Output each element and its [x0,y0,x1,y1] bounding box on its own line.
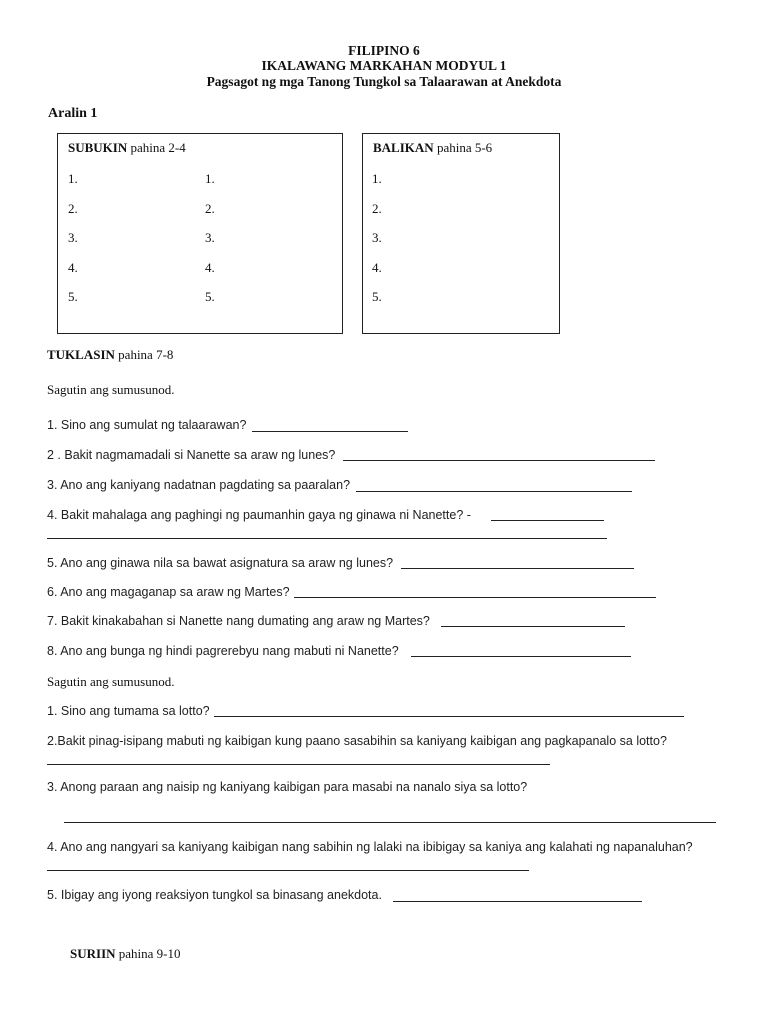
question-text: 1. Sino ang sumulat ng talaarawan? [47,418,247,432]
subukin-item: 3. [68,230,78,245]
answer-line[interactable] [491,520,604,521]
balikan-box [362,133,560,334]
question-text: 1. Sino ang tumama sa lotto? [47,704,210,718]
question-text: 4. Bakit mahalaga ang paghingi ng paumanhin gaya ng ginawa ni Nanette? - [47,508,471,522]
suriin-heading [70,946,181,962]
question-text: 3. Ano ang kaniyang nadatnan pagdating sa paaralan? [47,478,351,492]
answer-line[interactable] [47,538,607,539]
subukin-item: 4. [205,260,215,275]
part2-instruction: Sagutin ang sumusunod. [47,674,175,689]
document-title: FILIPINO 6 [348,43,420,58]
balikan-item: 1. [372,171,382,186]
answer-line[interactable] [64,822,716,823]
suriin-label: SURIIN [70,946,116,961]
question-text: 5. Ibigay ang iyong reaksiyon tungkol sa binasang anekdota. [47,888,382,902]
document-subtitle: IKALAWANG MARKAHAN MODYUL 1 [261,58,507,73]
tuklasin-instruction: Sagutin ang sumusunod. [47,382,175,397]
subukin-box [57,133,343,334]
aralin-heading: Aralin 1 [48,106,98,121]
balikan-item: 4. [372,260,382,275]
suriin-pages: pahina 9-10 [115,946,181,961]
subukin-item: 1. [68,171,78,186]
balikan-title [373,140,492,156]
answer-line[interactable] [411,656,631,657]
answer-line[interactable] [393,901,642,902]
subukin-item: 4. [68,260,78,275]
subukin-label: SUBUKIN [68,140,128,155]
document-topic: Pagsagot ng mga Tanong Tungkol sa Talaarawan at Anekdota [206,74,562,89]
question-text: 5. Ano ang ginawa nila sa bawat asignatura sa araw ng lunes? [47,556,394,570]
question-text: 7. Bakit kinakabahan si Nanette nang dumating ang araw ng Martes? [47,614,430,628]
balikan-item: 5. [372,289,382,304]
subukin-item: 1. [205,171,215,186]
answer-line[interactable] [343,460,655,461]
balikan-label: BALIKAN [373,140,434,155]
tuklasin-heading [47,347,173,363]
balikan-pages: pahina 5-6 [433,140,493,155]
answer-line[interactable] [214,716,684,717]
question-text: 4. Ano ang nangyari sa kaniyang kaibigan nang sabihin ng lalaki na ibibigay sa kaniya ang kalahati ng napanaluhan? [47,840,693,854]
balikan-item: 3. [372,230,382,245]
question-text: 2.Bakit pinag-isipang mabuti ng kaibigan kung paano sasabihin sa kaniyang kaibigan ang pagkapanalo sa lotto? [47,734,667,748]
subukin-item: 2. [68,201,78,216]
question-text: 6. Ano ang magaganap sa araw ng Martes? [47,585,290,599]
answer-line[interactable] [356,491,632,492]
subukin-pages: pahina 2-4 [127,140,186,155]
question-text: 2 . Bakit nagmamadali si Nanette sa araw ng lunes? [47,448,336,462]
subukin-item: 3. [205,230,215,245]
answer-line[interactable] [47,870,529,871]
balikan-item: 2. [372,201,382,216]
question-text: 8. Ano ang bunga ng hindi pagrerebyu nang mabuti ni Nanette? [47,644,399,658]
subukin-item: 2. [205,201,215,216]
answer-line[interactable] [441,626,625,627]
subukin-item: 5. [205,289,215,304]
answer-line[interactable] [252,431,408,432]
answer-line[interactable] [401,568,634,569]
subukin-item: 5. [68,289,78,304]
answer-line[interactable] [47,764,550,765]
tuklasin-pages: pahina 7-8 [114,347,174,362]
subukin-title [68,140,186,156]
answer-line[interactable] [294,597,656,598]
question-text: 3. Anong paraan ang naisip ng kaniyang kaibigan para masabi na nanalo siya sa lotto? [47,780,528,794]
tuklasin-label: TUKLASIN [47,347,115,362]
